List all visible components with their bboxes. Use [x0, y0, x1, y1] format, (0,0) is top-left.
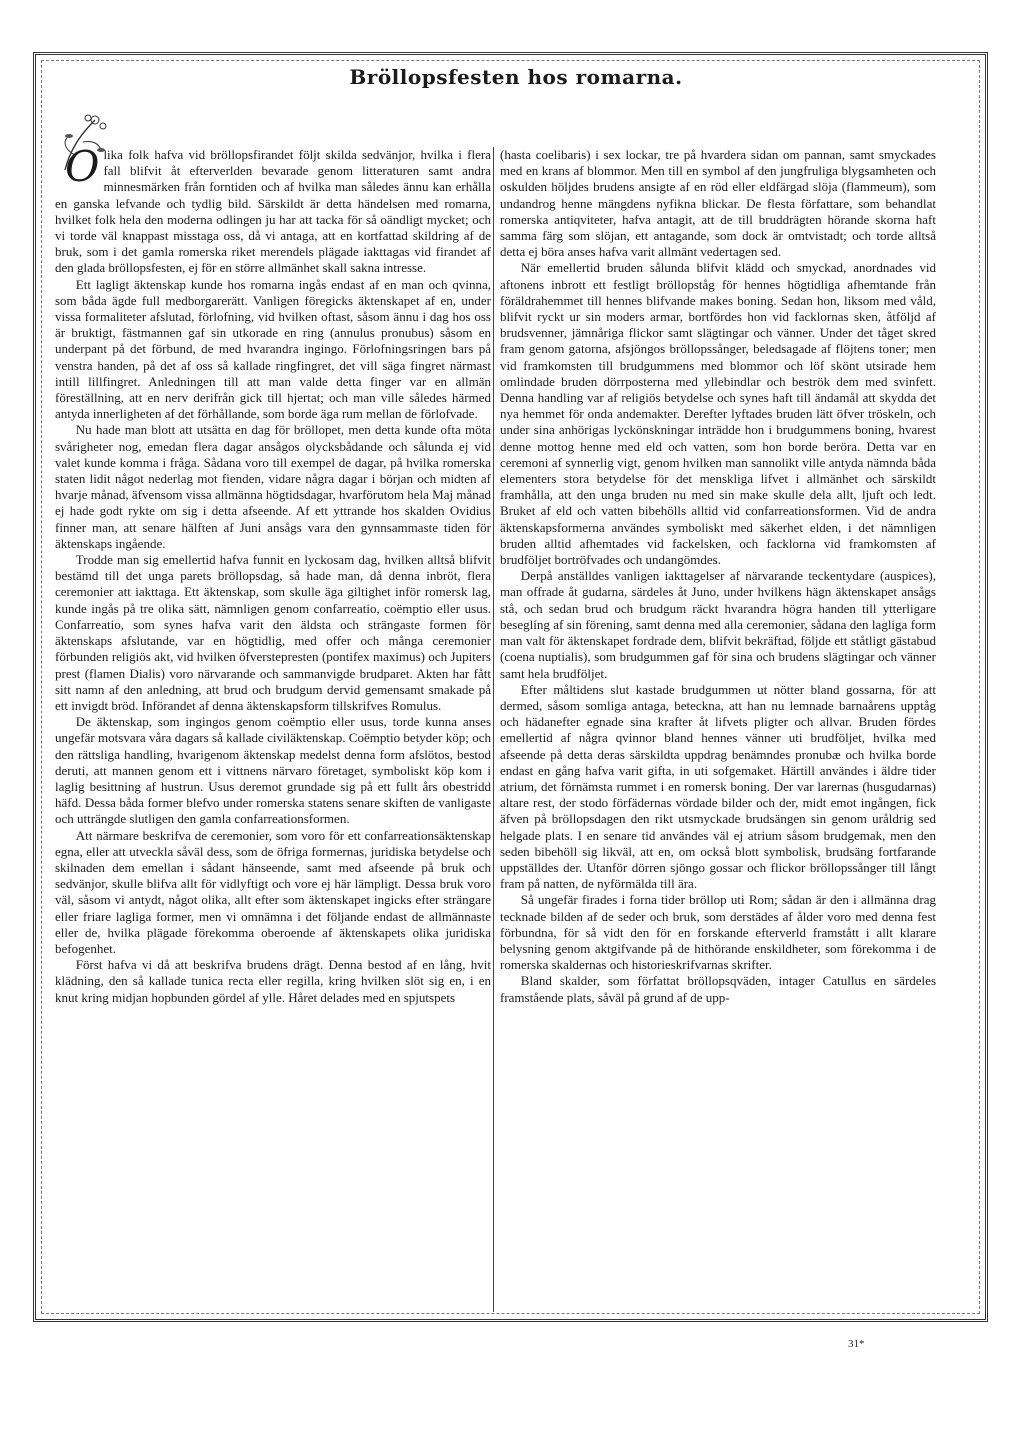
paragraph: De äktenskap, som ingingos genom coëmptio eller usus, torde kunna anses ungefär motsvara våra dagars så kallade civiläktenskap. Coëmptio betyder köp; och den rättsliga handling, hvarigenom äktenskap medelst denna form afslötos, bestod deruti, att mannen genom ett i vittnens närvaro företaget, symboliskt köp kom i laglig besittning af hustrun. Usus deremot grundade sig på ett fullt års obestridd häfd. Dessa båda former blefvo under romerska statens senare skiften de vanligaste och utträngde slutligen den gamla confarreationsformen. — [55, 714, 491, 827]
column-divider — [493, 147, 494, 1312]
paragraph: Att närmare beskrifva de ceremonier, som voro för ett confarreationsäktenskap egna, eller att utveckla såväl dess, som de öfriga formernas, juridiska betydelse och skilnaden dem emellan i sådant hänseende, samt med afseende på bruk och sedvänjor, skulle blifva allt för vidlyftigt och vore ej här lämpligt. Dessa bruk voro väl, såsom vi antydt, något olika, allt efter som äktenskapet ingicks efter strängare eller friare lagliga former, men vi omnämna i det följande endast de allmännaste eller de, hvilka plägade förekomma oberoende af äktenskapets olika juridiska befogenhet. — [55, 827, 491, 956]
left-column — [55, 147, 491, 1317]
paragraph: När emellertid bruden sålunda blifvit klädd och smyckad, anordnades vid aftonens inbrott ett festligt bröllopståg för hennes högtidliga afhemtande från föräldrahemmet till hennes blifvande makes boning. Sedan hon, liksom med våld, blifvit ryckt ur sin moders armar, bortfördes hon vid facklornas sken, åtföljd af brudsvenner, jämnåriga flickor samt slägtingar och vänner. Under det tåget skred fram genom gatorna, afsjöngos bröllopssånger, beledsagade af flöjtens toner; men vid framkomsten till brudgummens med blommor och löf skönt utsirade hem omlindade bruden dörrposterna med yllebindlar och beströk dem med svinfett. Denna handling var af religiös betydelse och synes haft till ändamål att skydda det nya hemmet för onda andemakter. Derefter lyftades bruden lätt öfver tröskeln, och under sina anhörigas lyckönskningar inträdde hon i brudgummens boning, hvarest denne mottog henne med eld och vatten, som hon borde beröra. Detta var en ceremoni af synnerlig vigt, genom hvilken man sannolikt ville antyda nämnda båda elementers stora betydelse för det menskliga lifvet i allmänhet och särskildt framhålla, att den unga bruden nu med sin make skulle dela allt, ljuft och ledt. Bruket af eld och vatten bibehölls alltid vid confarreationsformen. Vid de andra äktenskapsformerna användes symboliskt med säkerhet elden, i det nämnligen bruden alltid afhemtades vid fackelsken, och facklorna vid framkomsten af brudföljet bortröfvades och undangömdes. — [500, 260, 936, 568]
paragraph: Nu hade man blott att utsätta en dag för bröllopet, men detta kunde ofta möta svårigheter nog, emedan flera dagar ansågos olycksbådande och sålunda ej vid valet kunde komma i fråga. Sådana voro till exempel de dagar, på hvilka romerska staten lidit något nederlag mot fienden, vidare några dagar i början och midten af hvarje månad, äfvensom vissa allmänna högtidsdagar, hvarförutom hela Maj månad ej hade godt rykte om sig i detta afseende. Af ett yttrande hos skalden Ovidius finner man, att senare hälften af Juni ansågs vara den gynnsammaste tiden för äktenskaps ingående. — [55, 422, 491, 551]
paragraph: Efter måltidens slut kastade brudgummen ut nötter bland gossarna, för att dermed, såsom somliga antaga, beteckna, att han nu lemnade barnaårens upptåg och hädanefter egnade sina krafter åt lifvets pligter och allvar. Bruden fördes emellertid af några qvinnor bland hennes vänner uti brudföljet, hvilka med afseende på detta deras särskildta uppdrag benämndes pronubæ och hvilka borde endast en gång hafva varit gifta, in uti sofgemaket. Härtill användes i äldre tider atrium, det förnämsta rummet i en romersk boning. Der var larernas (husgudarnas) altare rest, der stodo förfädernas vördade bilder och der, midt emot ingången, fick äfven på bröllopsdagen den rikt utsmyckade brudsängen sin genom uråldrig sed helgade plats. I en senare tid användes väl ej atrium såsom brudgemak, men den seden bibehöll sig likväl, att en, om också blott symbolisk, brudsäng fortfarande uppställdes der. Utanför dörren sjöngo gossar och flickor bröllopssånger till långt fram på natten, de nyförmälda till ära. — [500, 681, 936, 892]
paragraph: Så ungefär firades i forna tider bröllop uti Rom; sådan är den i allmänna drag tecknade bilden af de seder och bruk, som derstädes af ålder voro med denna fest förbundna, för så vidt den för en forskande efterverld framstått i allt klarare belysning genom aktgifvande på de hithörande enskildheter, som förekomma i de romerska skaldernas och historieskrifvarnas skrifter. — [500, 892, 936, 973]
paragraph: Trodde man sig emellertid hafva funnit en lyckosam dag, hvilken alltså blifvit bestämd till det unga parets bröllopsdag, så hade man, då denna inbröt, flera ceremonier att iakttaga. Ett äktenskap, som skulle äga giltighet inför romersk lag, kunde ingås på tre olika sätt, nämnligen genom confarreatio, coëmptio eller usus. Confarreatio, som synes hafva varit den äldsta och strängaste formen för äktenskaps afslutande, var en högtidlig, med offer och många ceremonier förbunden religiös akt, vid hvilken öfverstepresten (pontifex maximus) och Jupiters prest (flamen Dialis) voro närvarande och sammanvigde brudparet. Akten har fått sitt namn af den anledning, att brud och brudgum dervid gemensamt smakade på ett invigdt bröd. Införandet af denna äktenskapsform tillskrifves Romulus. — [55, 552, 491, 713]
paragraph: Ett lagligt äktenskap kunde hos romarna ingås endast af en man och qvinna, som båda ägde full medborgarerätt. Vanligen föregicks äktenskapet af en, under vissa formaliteter afslutad, förlofning, vid hvilken oftast, såsom ännu i dag hos oss är bruktigt, fästmannen gaf sin utkorade en ring (annulus pronubus) såsom en underpant på det förbund, de med hvarandra ingingo. Förlofningsringen bars på venstra handen, på det af oss så kallade ringfingret, det vill säga fingret närmast intill lillfingret. Anledningen till att man valde detta finger var en allmän föreställning, att en nerv derifrån gick till hjertat; och man ville således härmed antyda innerligheten af det förhållande, som borde äga rum mellan de förlofvade. — [55, 276, 491, 422]
right-column — [500, 147, 936, 1317]
paragraph-text: lika folk hafva vid bröllopsfirandet följt skilda sedvänjor, hvilka i flera fall blifvit åt efterverlden bevarade genom litteraturen samt andra minnesmärken från forntiden och af hvilka man således ännu kan erhålla en ganska lefvande och tydlig bild. Särskildt är detta händelsen med romarna, hvilket folk hela den moderna odlingen ju har att tacka för så oändligt mycket; och vi torde väl knappast misstaga oss, då vi antaga, att en kortfattad skildring af de bruk, som i det gamla romerska riket merendels plägade iakttagas vid firandet af den glada bröllopsfesten, ej för en större allmänhet skall sakna intresse. — [55, 147, 491, 276]
paragraph: (hasta coelibaris) i sex lockar, tre på hvardera sidan om pannan, samt smyckades med en krans af blommor. Men till en symbol af den jungfruliga blygsamheten och oskulden höljdes brudens ansigte af en röd eller eldfärgad slöja (flammeum), som undandrog henne mängdens nyfikna blickar. De flesta författare, som behandlat romerska antiqviteter, hafva antagit, att de till bruddrägten hörande skorna haft samma färg som slöjan, ett antagande, som dock är omtvistadt; och torde alltså detta ej böra anses hafva varit allmänt vedertagen sed. — [500, 147, 936, 260]
page-number: 31* — [848, 1338, 865, 1350]
drop-cap: O — [65, 147, 100, 191]
paragraph: Derpå anställdes vanligen iakttagelser af närvarande teckentydare (auspices), man offrade åt gudarna, särdeles åt Juno, under hvilkens hägn äktenskapet ansågs stå, och sedan brud och brudgum räckt hvarandra högra handen till ytterligare beseglíng af sin förening, samt denna med alla ceremonier, sådana den lagliga form man valt för äktenskapet fordrade dem, blifvit bekräftad, följde ett ståtligt gästabud (coena nuptialis), som brudgummen gaf för sina och brudens slägtingar och vänner samt hela brudföljet. — [500, 568, 936, 681]
paragraph: Först hafva vi då att beskrifva brudens drägt. Denna bestod af en lång, hvit klädning, den så kallade tunica recta eller regilla, kring hvilken slöt sig en, i en knut kring midjan hopbunden gördel af ylle. Håret delades med en spjutspets — [55, 957, 491, 1005]
paragraph: Bland skalder, som författat bröllopsqväden, intager Catullus en särdeles framstående plats, såväl på grund af de upp- — [500, 973, 936, 1005]
article-title: Bröllopsfesten hos romarna. — [349, 65, 683, 89]
paragraph — [55, 147, 491, 277]
